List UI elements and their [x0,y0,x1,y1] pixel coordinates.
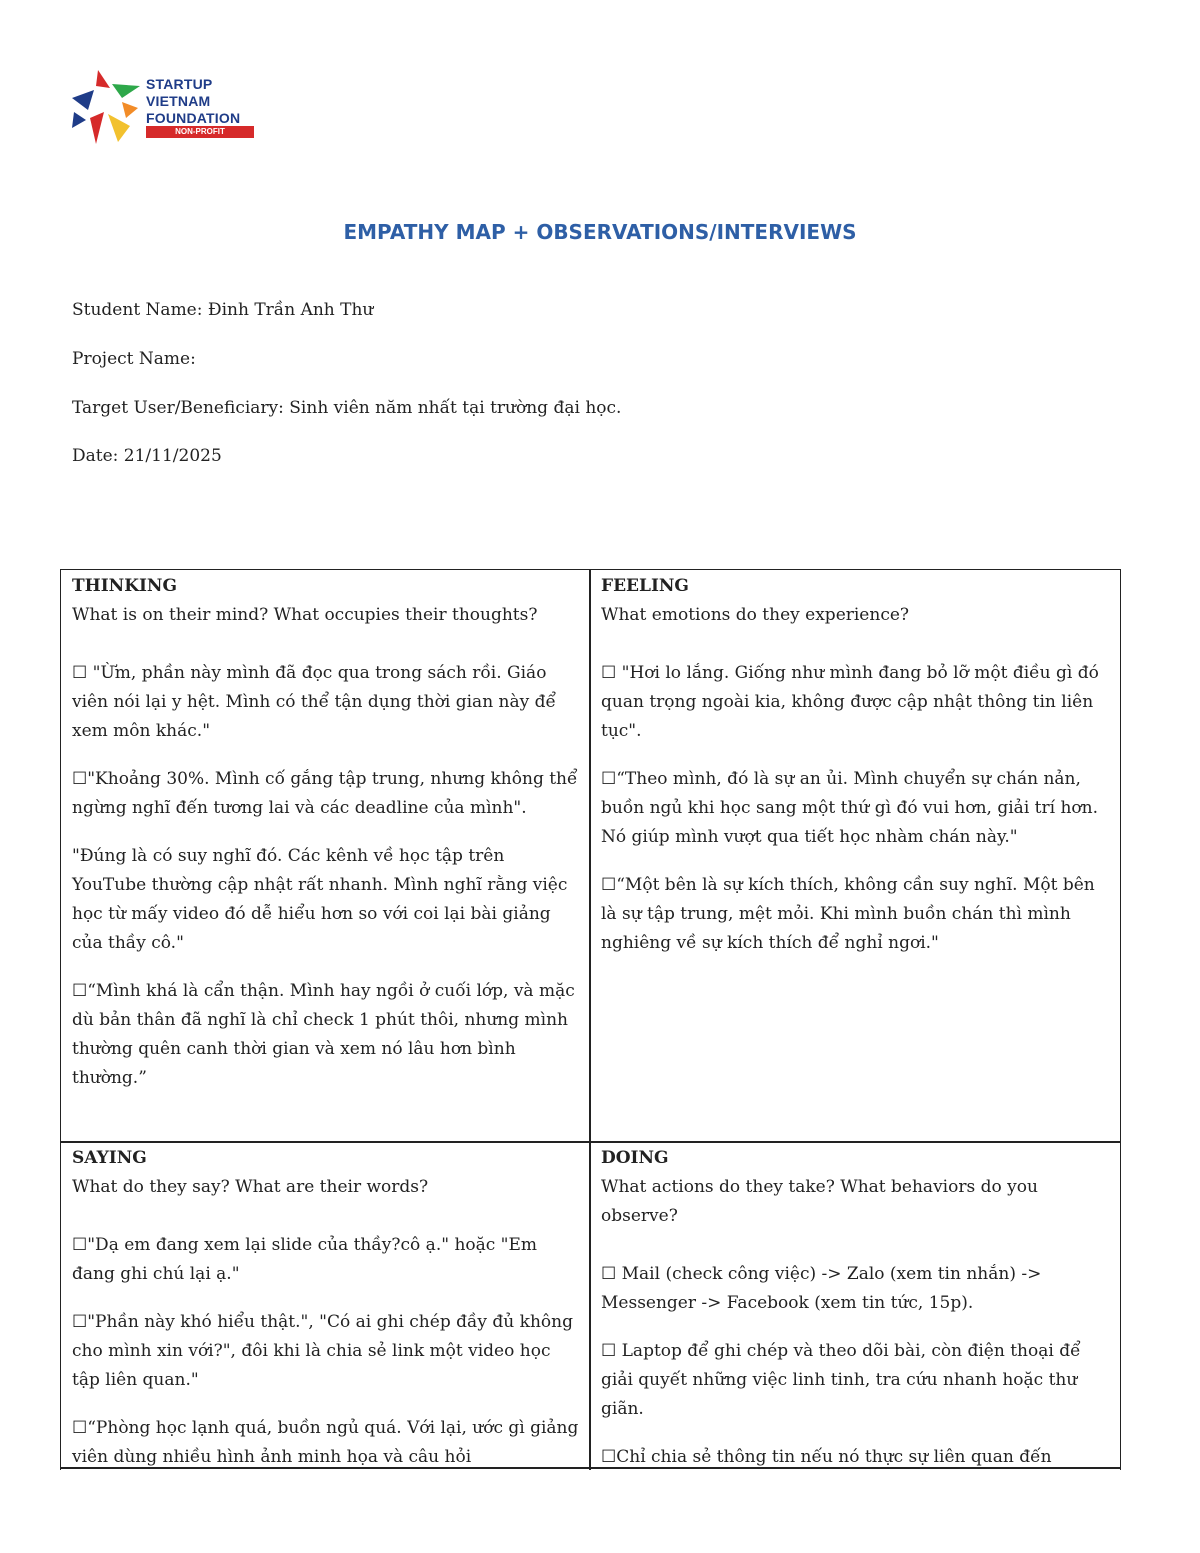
page-title: EMPATHY MAP + OBSERVATIONS/INTERVIEWS [343,220,857,244]
feeling-entry: ☐ "Hơi lo lắng. Giống như mình đang bỏ lỡ một điều gì đó quan trọng ngoài kia, không được cập nhật thông tin liên tục". [601,663,1099,741]
row-divider [61,1141,1120,1143]
thinking-entry: ☐ "Ừm, phần này mình đã đọc qua trong sách rồi. Giáo viên nói lại y hệt. Mình có thể tận dụng thời gian này để xem môn khác." [72,663,556,741]
column-divider [589,570,591,1470]
doing-heading: DOING [601,1148,669,1168]
feeling-entry: ☐“Một bên là sự kích thích, không cần suy nghĩ. Một bên là sự tập trung, mệt mỏi. Khi mình buồn chán thì mình nghiêng về sự kích thích để nghỉ ngơi." [601,875,1095,953]
target-user: Target User/Beneficiary: Sinh viên năm nhất tại trường đại học. [72,398,622,418]
page-cut-line [60,1467,1121,1469]
saying-cell [72,1144,582,1470]
saying-entry: ☐"Phần này khó hiểu thật.", "Có ai ghi chép đầy đủ không cho mình xin với?", đôi khi là chia sẻ link một video học tập liên quan." [72,1312,573,1390]
date: Date: 21/11/2025 [72,446,222,466]
project-name: Project Name: [72,349,196,369]
feeling-cell [601,572,1111,977]
thinking-heading: THINKING [72,576,177,596]
startup-vietnam-foundation-logo [68,68,258,148]
doing-question: What actions do they take? What behaviors do you observe? [601,1177,1038,1226]
logo-line-2: VIETNAM [146,93,211,109]
feeling-entry: ☐“Theo mình, đó là sự an ủi. Mình chuyển sự chán nản, buồn ngủ khi học sang một thứ gì đó vui hơn, giải trí hơn. Nó giúp mình vượt qua tiết học nhàm chán này." [601,769,1098,847]
logo-line-3: FOUNDATION [146,110,241,126]
star-logo-icon [68,68,144,148]
student-name: Student Name: Đinh Trần Anh Thư [72,300,374,320]
doing-entry: ☐ Mail (check công việc) -> Zalo (xem tin nhắn) -> Messenger -> Facebook (xem tin tức, 15p). [601,1264,1042,1313]
doing-cell [601,1144,1111,1470]
thinking-entry: "Đúng là có suy nghĩ đó. Các kênh về học tập trên YouTube thường cập nhật rất nhanh. Mình nghĩ rằng việc học từ mấy video đó dễ hiểu hơn so với coi lại bài giảng của thầy cô." [72,846,568,953]
saying-entry: ☐"Dạ em đang xem lại slide của thầy?cô ạ." hoặc "Em đang ghi chú lại ạ." [72,1235,538,1284]
thinking-question: What is on their mind? What occupies their thoughts? [72,605,538,625]
doing-entry: ☐ Laptop để ghi chép và theo dõi bài, còn điện thoại để giải quyết những việc linh tinh, tra cứu nhanh hoặc thư giãn. [601,1341,1081,1419]
feeling-question: What emotions do they experience? [601,605,910,625]
saying-question: What do they say? What are their words? [72,1177,429,1197]
feeling-heading: FEELING [601,576,689,596]
doing-entry: ☐Chỉ chia sẻ thông tin nếu nó thực sự liên quan đến [601,1447,1052,1467]
saying-entry: ☐“Phòng học lạnh quá, buồn ngủ quá. Với lại, ước gì giảng viên dùng nhiều hình ảnh minh họa và câu hỏi [72,1418,579,1467]
logo-line-1: STARTUP [146,76,213,92]
saying-heading: SAYING [72,1148,147,1168]
thinking-entry: ☐"Khoảng 30%. Mình cố gắng tập trung, nhưng không thể ngừng nghĩ đến tương lai và các deadline của mình". [72,769,578,818]
thinking-entry: ☐“Mình khá là cẩn thận. Mình hay ngồi ở cuối lớp, và mặc dù bản thân đã nghĩ là chỉ check 1 phút thôi, nhưng mình thường quên canh thời gian và xem nó lâu hơn bình thường.” [72,981,575,1088]
empathy-map-table [60,569,1121,1470]
thinking-cell [72,572,582,1112]
non-profit-badge: NON-PROFIT [146,126,254,138]
